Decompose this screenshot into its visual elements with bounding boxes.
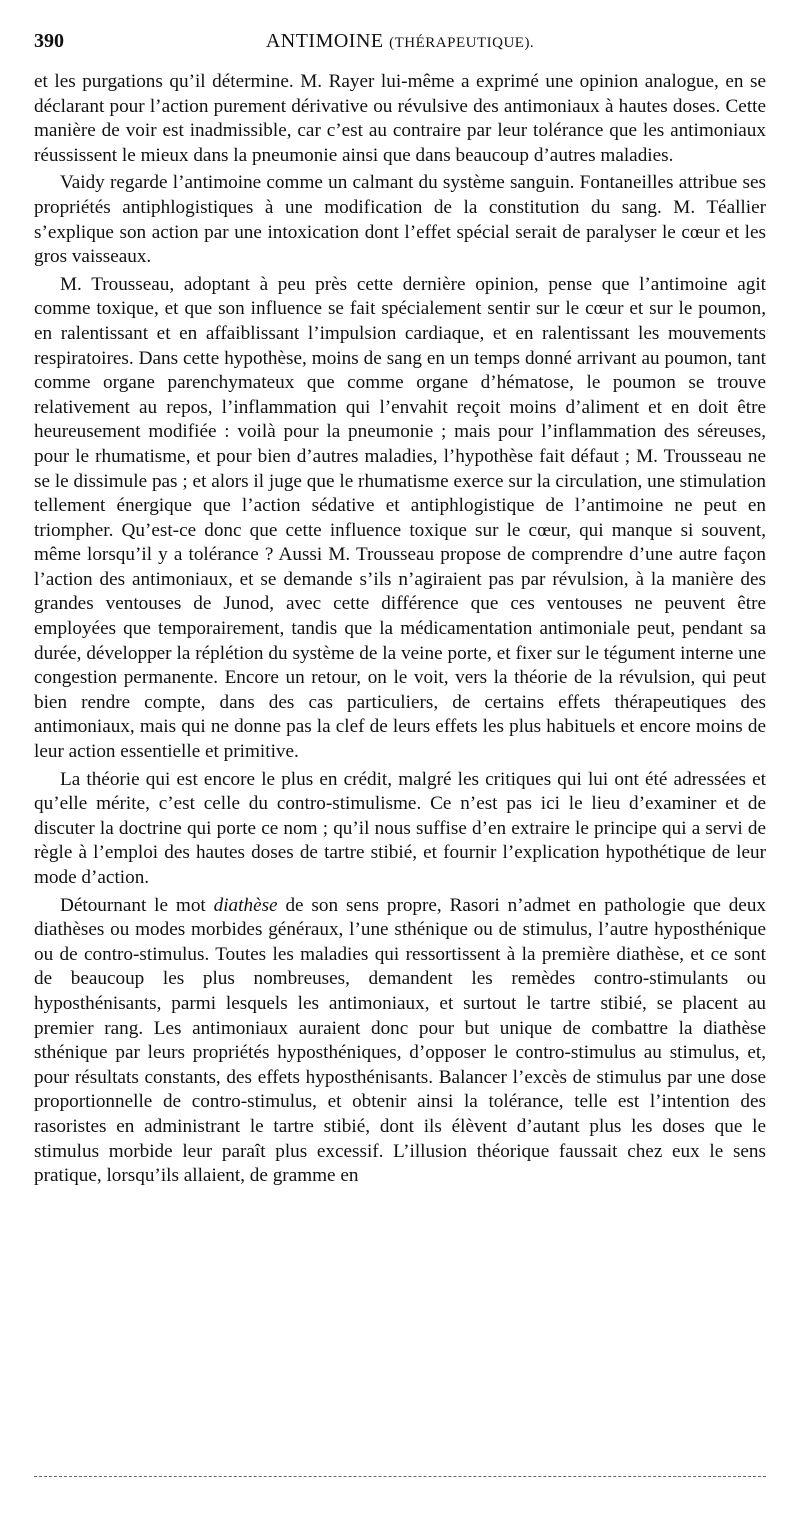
body-text [34, 70, 766, 1189]
paragraph-rasori [34, 894, 766, 1189]
header-title: ANTIMOINE [265, 30, 384, 52]
paragraph-rasori-lead: Détournant le mot [60, 894, 214, 916]
paragraph-continuation: et les purgations qu’il détermine. M. Rayer lui-même a exprimé une opinion analogue, en se déclarant pour l’action purement dérivative ou révulsive des antimoniaux à hautes doses. Cette manière de voir est inadmissible, car c’est au contraire par leur tolérance que les antimoniaux réussissent le mieux dans la pneumonie ainsi que dans beaucoup d’autres maladies. [34, 71, 766, 166]
paragraph-contro-stimulisme: La théorie qui est encore le plus en crédit, malgré les critiques qui lui ont été adressées et qu’elle mérite, c’est celle du contro-stimulisme. Ce n’est pas ici le lieu d’examiner et de discuter la doctrine qui porte ce nom ; qu’il nous suffise d’en extraire le principe qui a servi de règle à l’emploi des hautes doses de tartre stibié, et fournir l’explication hypothétique de leur mode d’action. [34, 768, 766, 888]
footer-divider [34, 1476, 766, 1477]
header-subtitle: (THÉRAPEUTIQUE). [389, 35, 535, 51]
italic-term-diathese: diathèse [213, 894, 278, 916]
running-head [34, 30, 766, 56]
paragraph-vaidy: Vaidy regarde l’antimoine comme un calmant du système sanguin. Fontaneilles attribue ses propriétés antiphlogistiques à une modification de la constitution du sang. M. Téallier s’explique son action par une intoxication dont l’effet spécial serait de paralyser le cœur et les gros vaisseaux. [34, 172, 766, 268]
paragraph-rasori-rest: de son sens propre, Rasori n’admet en pathologie que deux diathèses ou modes morbides généraux, l’une sthénique ou de stimulus, l’autre hyposthénique ou de contro-stimulus. Toutes les maladies qui ressortissent à la première diathèse, et ce sont de beaucoup les plus nombreuses, demandent les remèdes contro-stimulants ou hyposthénisants, parmi lesquels les antimoniaux, et surtout le tartre stibié, se placent au premier rang. Les antimoniaux auraient donc pour but unique de combattre la diathèse sthénique par leurs propriétés hyposthéniques, d’opposer le contro-stimulus au stimulus, et, pour résultats constants, des effets hyposthénisants. Balancer l’excès de stimulus par une dose proportionnelle de contro-stimulus, et obtenir ainsi la tolérance, telle est l’intention des rasoristes en administrant le tartre stibié, dont ils élèvent d’autant plus les doses que le stimulus morbide leur paraît plus excessif. L’illusion théorique faussait chez eux le sens pratique, lorsqu’ils allaient, de gramme en [34, 894, 767, 1187]
paragraph-trousseau: M. Trousseau, adoptant à peu près cette dernière opinion, pense que l’antimoine agit comme toxique, et que son influence se fait spécialement sentir sur le cœur et sur le poumon, en ralentissant et en affaiblissant l’impulsion cardiaque, et en ralentissant les mouvements respiratoires. Dans cette hypothèse, moins de sang en un temps donné arrivant au poumon, tant comme organe parenchymateux que comme organe d’hématose, le poumon se trouve relativement au repos, l’inflammation qui l’envahit reçoit moins d’aliment et en doit être heureusement modifiée : voilà pour la pneumonie ; mais pour l’inflammation des séreuses, pour le rhumatisme, et pour bien d’autres maladies, l’hypothèse fait défaut ; M. Trousseau ne se le dissimule pas ; et alors il juge que le rhumatisme exerce sur la circulation, une stimulation tellement énergique que l’action sédative et antiphlogistique de l’antimoine ne peut en triompher. Qu’est-ce donc que cette influence toxique sur le cœur, qui manque si souvent, même lorsqu’il y a tolérance ? Aussi M. Trousseau propose de comprendre d’une autre façon l’action des antimoniaux, et se demande s’ils n’agiraient pas par révulsion, à la manière des grandes ventouses de Junod, avec cette différence que ces ventouses ne peuvent être employées que temporairement, tandis que la médicamentation antimoniale peut, pendant sa durée, développer la réplétion du système de la veine porte, et fixer sur le tégument interne une congestion permanente. Encore un retour, on le voit, vers la théorie de la révulsion, qui peut bien rendre compte, dans des cas particuliers, de certains effets thérapeutiques des antimoniaux, mais qui ne donne pas la clef de leurs effets les plus habituels et encore moins de leur action essentielle et primitive. [34, 273, 766, 763]
page-number: 390 [34, 30, 64, 52]
page-header-title [34, 30, 766, 53]
